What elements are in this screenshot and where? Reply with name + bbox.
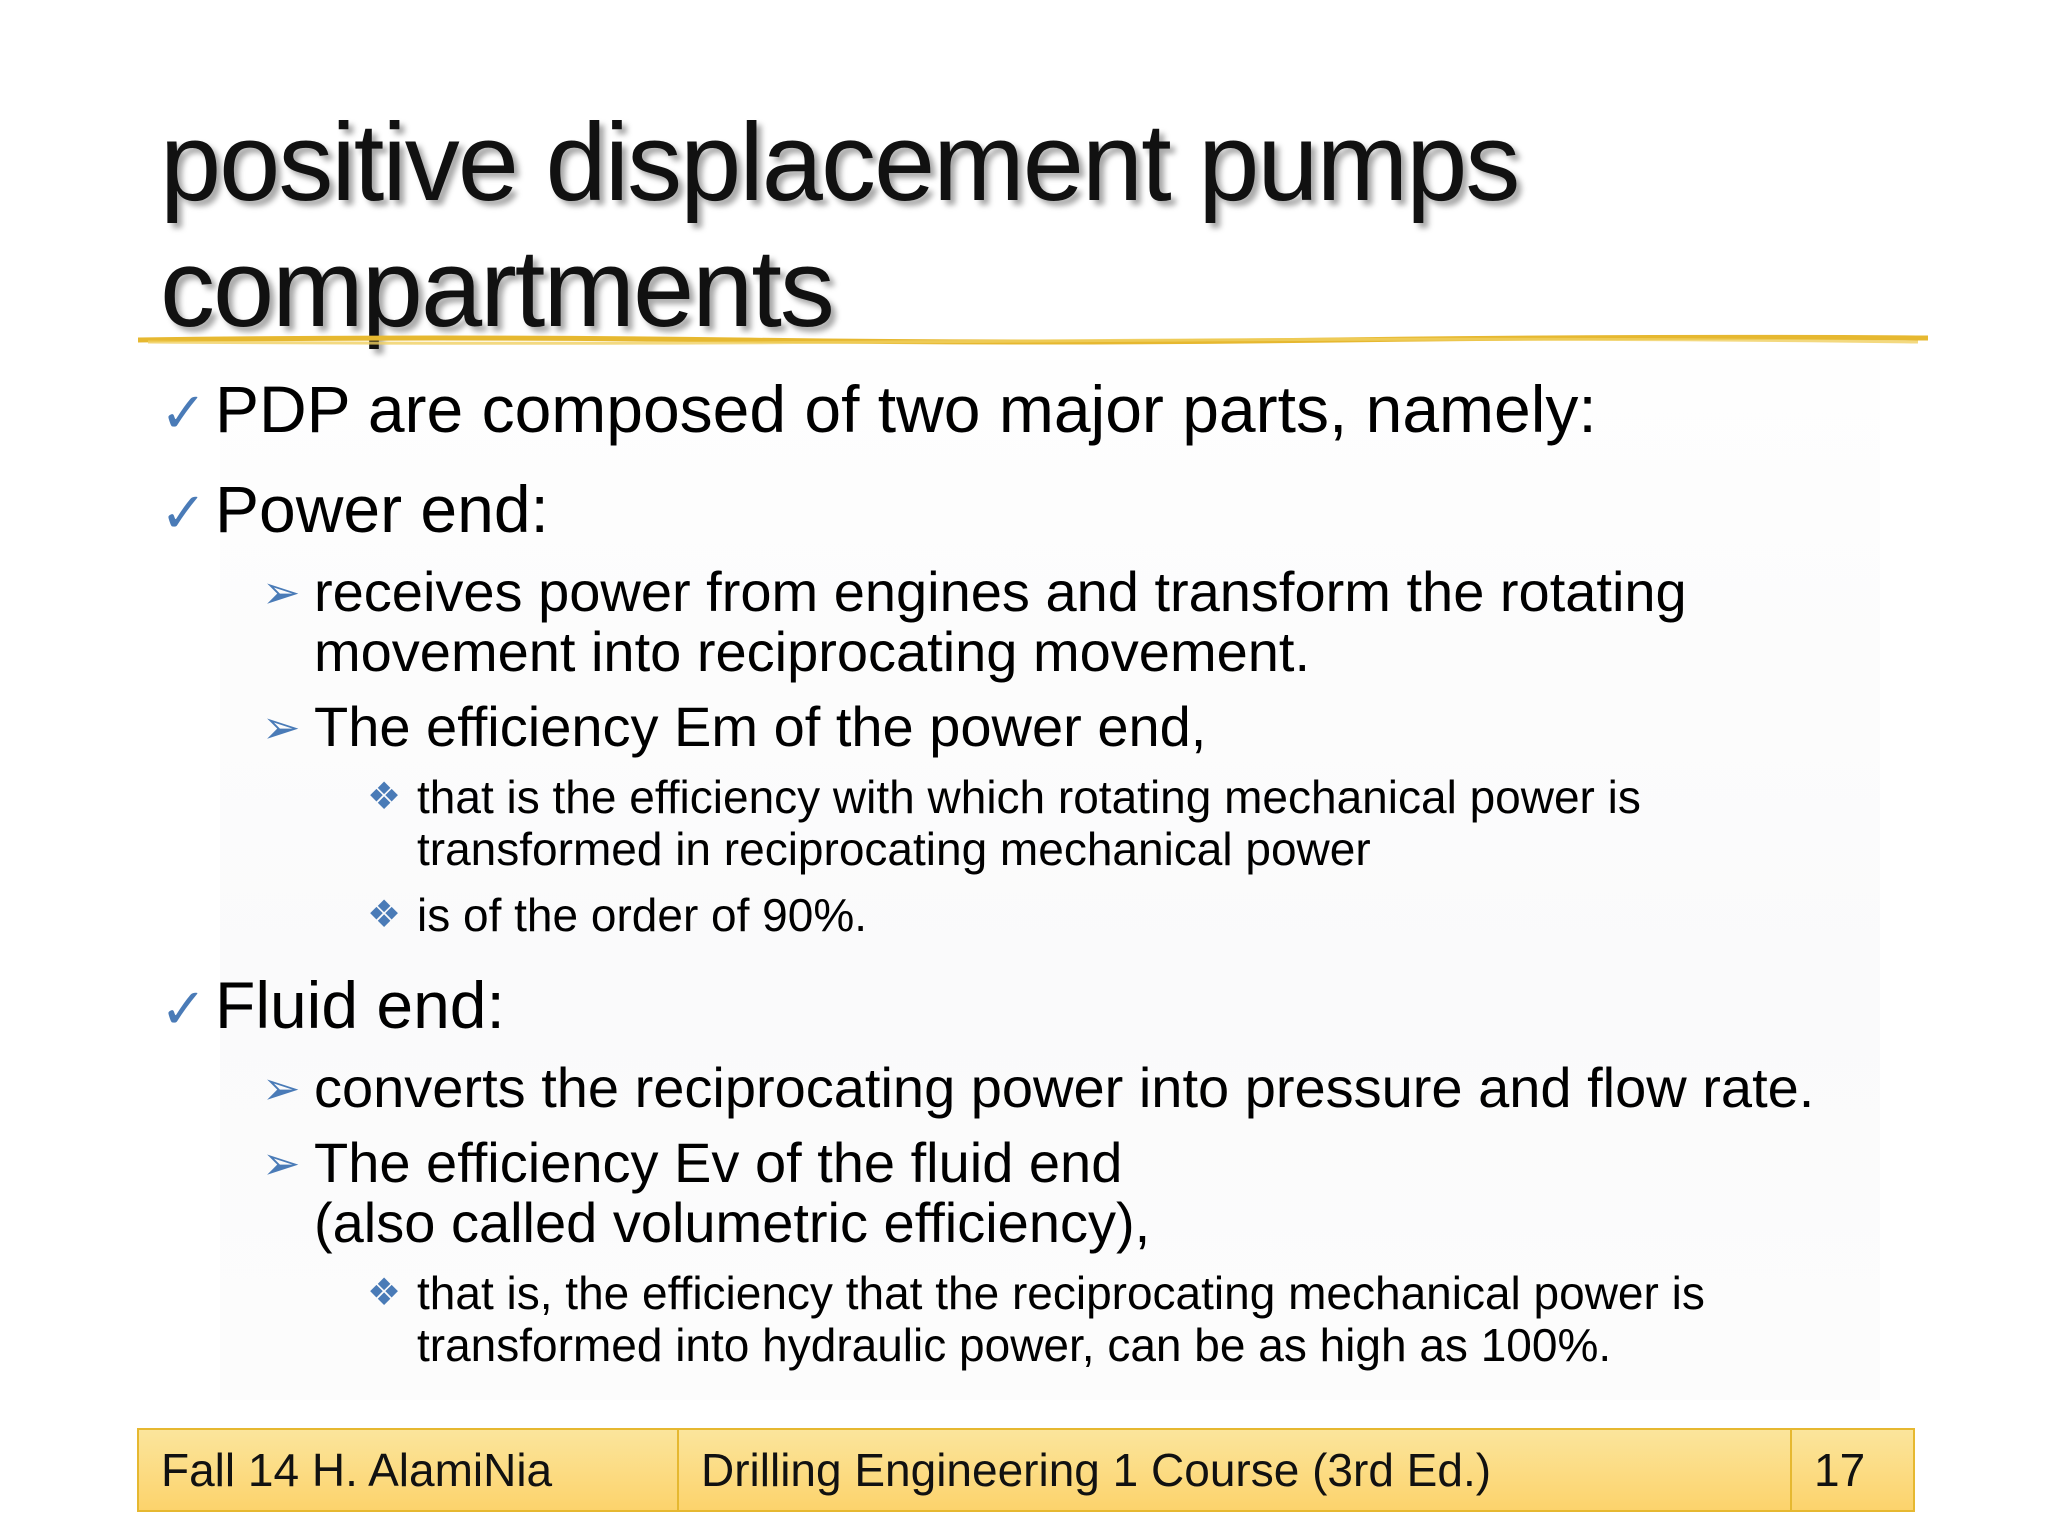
item-text: The efficiency Em of the power end,: [314, 695, 1207, 758]
bullet-text: PDP are composed of two major parts, namely:: [215, 372, 1597, 446]
power-end-sub-2: [367, 889, 1887, 941]
sub-text-line-2: transformed in reciprocating mechanical power: [417, 823, 1371, 875]
title-line-2: compartments: [160, 227, 833, 350]
item-text-line-1: The efficiency Ev of the fluid end: [314, 1131, 1123, 1194]
item-text-line-1: receives power from engines and transform the rotating: [314, 560, 1687, 623]
sub-text-line-1: that is the efficiency with which rotating mechanical power is: [417, 771, 1641, 823]
power-end-item-1: [262, 562, 1902, 682]
bullet-pdp: [160, 372, 1597, 450]
item-text: converts the reciprocating power into pressure and flow rate.: [314, 1056, 1815, 1119]
footer-author: Fall 14 H. AlamiNia: [139, 1430, 679, 1510]
sub-text-line-2: transformed into hydraulic power, can be as high as 100%.: [417, 1319, 1612, 1371]
sub-text: is of the order of 90%.: [417, 889, 868, 941]
footer-bar: [137, 1428, 1915, 1512]
fluid-end-sub-1: [367, 1267, 1887, 1371]
slide-title: [160, 100, 1860, 352]
bullet-power-end: [160, 472, 549, 550]
title-line-1: positive displacement pumps: [160, 101, 1519, 224]
bullet-text: Power end:: [215, 472, 549, 546]
item-text-line-2: movement into reciprocating movement.: [314, 620, 1310, 683]
fluid-end-item-2: [262, 1133, 1902, 1253]
diamond-bullet-icon: ❖: [367, 894, 402, 936]
footer-course: Drilling Engineering 1 Course (3rd Ed.): [679, 1430, 1792, 1510]
sub-text-line-1: that is, the efficiency that the reciprocating mechanical power is: [417, 1267, 1705, 1319]
arrow-bullet-icon: ➢: [262, 1137, 301, 1189]
bullet-text: Fluid end:: [215, 968, 505, 1042]
fluid-end-item-1: [262, 1058, 1902, 1118]
title-underline: [138, 333, 1928, 347]
item-text-line-2: (also called volumetric efficiency),: [314, 1191, 1151, 1254]
power-end-sub-1: [367, 771, 1887, 875]
arrow-bullet-icon: ➢: [262, 701, 301, 753]
check-mark-icon: ✓: [160, 481, 207, 544]
bullet-fluid-end: [160, 968, 505, 1046]
arrow-bullet-icon: ➢: [262, 1062, 301, 1114]
footer-page-number: 17: [1814, 1444, 1866, 1496]
diamond-bullet-icon: ❖: [367, 1272, 402, 1314]
diamond-bullet-icon: ❖: [367, 776, 402, 818]
check-mark-icon: ✓: [160, 977, 207, 1040]
power-end-item-2: [262, 697, 1902, 757]
check-mark-icon: ✓: [160, 381, 207, 444]
arrow-bullet-icon: ➢: [262, 566, 301, 618]
